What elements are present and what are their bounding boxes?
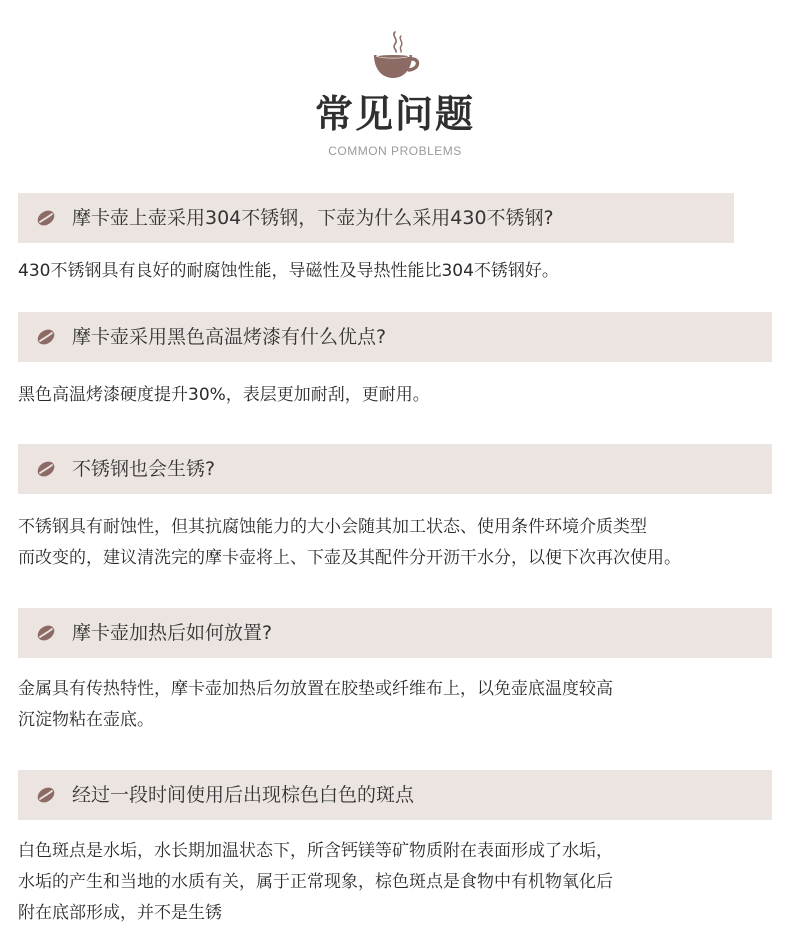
faq-question-bar (18, 312, 772, 362)
faq-answer-line: 430不锈钢具有良好的耐腐蚀性能，导磁性及导热性能比304不锈钢好。 (18, 261, 559, 281)
faq-question: 不锈钢也会生锈? (72, 458, 216, 480)
faq-question-bar (18, 770, 772, 820)
faq-question-bar (18, 608, 772, 658)
page-header (0, 0, 790, 170)
coffee-bean-icon (36, 459, 56, 479)
faq-answer (18, 380, 778, 411)
faq-question-bar (18, 193, 734, 243)
faq-answer-line: 不锈钢具有耐蚀性，但其抗腐蚀能力的大小会随其加工状态、使用条件环境介质类型 (18, 517, 647, 537)
faq-answer (18, 256, 778, 287)
faq-answer-line: 黑色高温烤漆硬度提升30%，表层更加耐刮，更耐用。 (18, 385, 430, 405)
faq-question-bar (18, 444, 772, 494)
faq-question: 经过一段时间使用后出现棕色白色的斑点 (72, 784, 415, 806)
page-subtitle: COMMON PROBLEMS (328, 144, 462, 158)
faq-question: 摩卡壶加热后如何放置? (72, 622, 273, 644)
faq-answer (18, 674, 778, 736)
coffee-bean-icon (36, 623, 56, 643)
faq-answer (18, 512, 778, 574)
faq-answer (18, 836, 778, 929)
coffee-cup-icon (368, 28, 422, 84)
coffee-bean-icon (36, 327, 56, 347)
faq-question: 摩卡壶上壶采用304不锈钢，下壶为什么采用430不锈钢? (72, 207, 554, 229)
faq-answer-line: 白色斑点是水垢，水长期加温状态下，所含钙镁等矿物质附在表面形成了水垢， (18, 841, 613, 861)
faq-answer-line: 附在底部形成，并不是生锈 (18, 903, 222, 923)
faq-answer-line: 水垢的产生和当地的水质有关，属于正常现象，棕色斑点是食物中有机物氧化后 (18, 872, 613, 892)
faq-answer-line: 而改变的，建议清洗完的摩卡壶将上、下壶及其配件分开沥干水分，以便下次再次使用。 (18, 548, 681, 568)
faq-answer-line: 沉淀物粘在壶底。 (18, 710, 154, 730)
coffee-bean-icon (36, 785, 56, 805)
faq-question: 摩卡壶采用黑色高温烤漆有什么优点? (72, 326, 387, 348)
coffee-bean-icon (36, 208, 56, 228)
faq-answer-line: 金属具有传热特性，摩卡壶加热后勿放置在胶垫或纤维布上，以免壶底温度较高 (18, 679, 613, 699)
page-title: 常见问题 (314, 92, 475, 136)
